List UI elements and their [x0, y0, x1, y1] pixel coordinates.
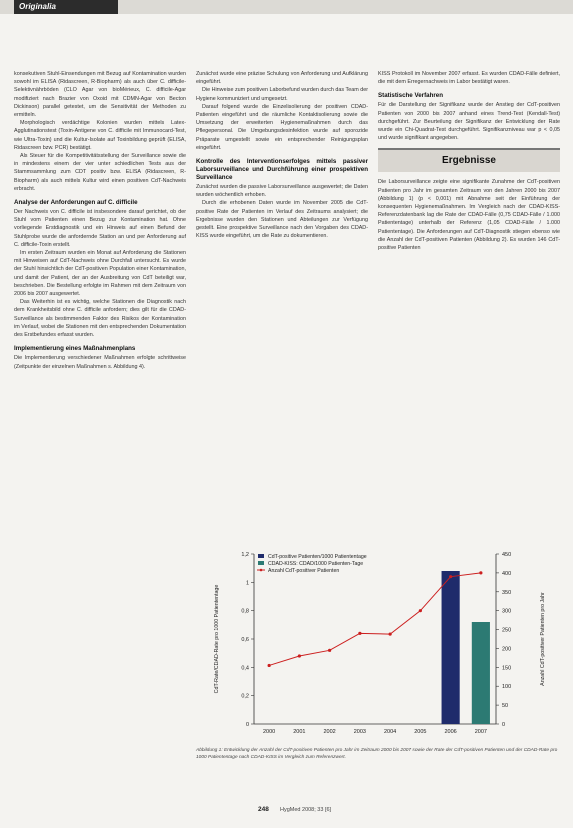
y2-tick-label: 200 [502, 646, 512, 653]
paragraph: Morphologisch verdächtige Kolonien wurden mittels Latex-Agglutinationstest (Toxin-Antigene von C. difficile mit Immunocard-Test, wie Ultra-Toxin) und die Kultur-Isolate auf Toxinbildung geprüft (ELISA, Ridascreen bzw. PCR) bestätigt. [14, 120, 186, 151]
legend-label: CDAD-KISS: CDAD/1000 Patienten-Tage [268, 561, 364, 567]
paragraph: Das Weiterhin ist es wichtig, welche Stationen die Diagnostik nach dem Krankheitsbild ohne C. difficile anfordern; dies gilt für die CDAD-Surveillance als bestimmenden Faktor des Risikos der Kontamination im Verlauf, wobei die Stationen mit den entsprechenden Dokumentation des Erstbefundes erfasst wurden. [14, 299, 186, 339]
y2-tick-label: 100 [502, 684, 512, 691]
paragraph: Durch die erhobenen Daten wurde im November 2005 die CdT-positive Rate der Patienten im Verlauf des Zeitraums analysiert; die Ergebnisse wurden den Stationen und Abteilungen zur Verfügung gestellt. Eine prospektive Surveillance nach den Vorgaben des CDAD-KISS wurde eingeführt, um die Rate zu dokumentieren. [196, 200, 368, 240]
y2-tick-label: 150 [502, 665, 512, 672]
y-tick-label: 1,2 [241, 552, 249, 558]
x-tick-label: 2002 [323, 729, 336, 735]
paragraph: Als Steuer für die Kompetitivitätsstellung der Surveillance sowie die in mindestens einem der vier unter schiedlichen Tests aus der Stammsammlung zum CDT positiv bzw. ELISA (Ridascreen, R-Biopharm) als auch mittels Kultur wird einen positiven CdT-Nachweis erbracht. [14, 153, 186, 192]
paragraph: Zunächst wurde eine präzise Schulung von Anforderung und Aufklärung eingeführt. [196, 71, 368, 86]
section-heading: Statistische Verfahren [378, 92, 443, 100]
y-tick-label: 0 [245, 722, 249, 728]
paragraph: Der Nachweis von C. difficile ist insbesondere darauf gerichtet, ob der Stuhl vom Patienten einen Bezug zur Kontamination hat. Ohne vorliegende Erstdiagnostik und ein Hinweis auf einen Befund der Stuhlprobe wurde die anfordernde Station an und per Anforderung auf C. difficile-Toxin erstellt. [14, 209, 186, 248]
legend-label: CdT-positive Patienten/1000 Patiententage [268, 554, 367, 560]
line-point [389, 632, 392, 635]
paragraph: Zunächst wurden die passive Laborsurveillance ausgewertet; die Daten wurden wöchentlich erhoben. [196, 184, 368, 199]
bar [442, 571, 460, 724]
paragraph: Darauf folgend wurde die Einzelisolierung der positiven CDAD-Patienten eingeführt und die räumliche Kontaktisolierung sowie die Umsetzung der erweiterten Hygienemaßnahmen durch das Pflegepersonal. Die Umgebungsdesinfektion wurde auf sporozide Präparate umgestellt sowie ein entsprechender Reinigungsplan eingeführt. [196, 103, 368, 151]
y2-tick-label: 50 [502, 703, 509, 710]
y-tick-label: 0,2 [241, 693, 249, 700]
x-tick-label: 2007 [474, 729, 487, 735]
x-tick-label: 2006 [444, 729, 457, 735]
paragraph: Im ersten Zeitraum wurden ein Monat auf Anforderung die Stationen mit Hinweisen auf CdT-Nachweis ohne Durchfall untersucht. Es wurde der Stuhl hinsichtlich der CdT-positiven Population einer Kontamination, und damit der Patient, der an der Ausbreitung von CdT beteiligt war, beschrieben. Die Bestellung erfolgte im Rahmen mit dem Zeitraum von 2006 bis 2007 ausgewertet. [14, 250, 186, 298]
legend-swatch [258, 561, 264, 565]
y2-tick-label: 450 [502, 552, 512, 558]
text-column-1 [14, 70, 186, 371]
line-point [358, 632, 361, 635]
line-point [449, 575, 452, 578]
line-point [479, 571, 482, 574]
y2-tick-label: 0 [502, 722, 506, 728]
legend-label: Anzahl CdT-positiver Patienten [268, 568, 340, 574]
paragraph: konsekutiven Stuhl-Einsendungen mit Bezug auf Kontamination wurden sowohl im ELISA (Ridascreen, R-Biopharm) als auch über C. difficile-Selektivnährböden (CLO Agar von bioMérieux, C. difficile-Agar modifiziert nach Brazier von Oxoid mit CDMN-Agar von Becton Dickinson) parallel getestet, um die Sensitivität der Methoden zu ermitteln. [14, 71, 186, 119]
x-tick-label: 2000 [263, 729, 276, 735]
figure-chart [196, 548, 560, 744]
y2-tick-label: 400 [502, 570, 512, 577]
line-point [419, 609, 422, 612]
paragraph: Für die Darstellung der Signifikanz wurde der Anstieg der CdT-positiven Patienten von 2000 bis 2007 anhand eines Trend-Test (Kendall-Test) durchgeführt. Zur Beurteilung der Signifikanz der Entwicklung der Rate wurde ein Chi-Quadrat-Test durchgeführt. Signifikanzniveau war p < 0,05 und wurde signifikant angegeben. [378, 102, 560, 142]
line-point [268, 664, 271, 667]
x-tick-label: 2004 [384, 729, 397, 735]
paragraph: KISS Protokoll im November 2007 erfasst. Es wurden CDAD-Fälle definiert, die mit dem Erregernachweis im Labor bestätigt waren. [378, 71, 560, 86]
y2-axis-title: Anzahl CdT-positiver Patienten pro Jahr [540, 592, 546, 686]
y-axis-title: CdT-Rate/CDAD-Rate pro 1000 Patiententage [214, 584, 220, 694]
line-point [328, 649, 331, 652]
y2-tick-label: 300 [502, 608, 512, 615]
y-tick-label: 0,8 [241, 608, 249, 615]
results-heading-box: Ergebnisse [378, 148, 560, 172]
x-tick-label: 2001 [293, 729, 306, 735]
y2-tick-label: 250 [502, 627, 512, 634]
text-column-2 [196, 70, 368, 240]
journal-reference: HygMed 2008; 33 [6] [280, 807, 332, 813]
text-column-3 [378, 70, 560, 252]
x-tick-label: 2003 [353, 729, 366, 735]
figure-caption: Abbildung 1: Entwicklung der Anzahl der CdT-positiven Patienten pro Jahr im Zeitraum 2000 bis 2007 sowie der Rate der CdT-positiven Patienten und der CDAD-Rate pro 1000 Patiententage nach CDAD-KISS im Vergleich zum Referenzwert. [196, 748, 558, 760]
bar [472, 622, 490, 724]
chart-svg [196, 548, 560, 744]
legend-swatch [258, 554, 264, 558]
section-heading: Implementierung eines Maßnahmenplans [14, 345, 136, 353]
paragraph: Die Laborsurveillance zeigte eine signifikante Zunahme der CdT-positiven Patienten pro Jahr im gesamten Zeitraum von den Jahren 2000 bis 2007 (Abbildung 1) (p < 0,001) mit Abnahme seit der Einführung der konsequenten Hygienemaßnahmen. Im Vergleich nach der CDAD-KISS-Referenzdatenbank lag die Rate der CDAD-Fälle (0,75 CDAD-Fälle / 1.000 Patiententage) unterhalb der Referenz (1,05 CDAD-Fälle / 1.000 Patiententage). Die Anforderungen auf CdT-Diagnostik stiegen ebenso wie die Anzahl der CdT-positiven Patienten (Abbildung 2). Es wurden 146 CdT-positive Patienten [378, 179, 560, 252]
section-label: Originalia [14, 0, 118, 14]
y-tick-label: 0,4 [241, 665, 249, 672]
paragraph: Die Hinweise zum positiven Laborbefund wurden durch das Team der Hygiene kommuniziert und umgesetzt. [196, 87, 368, 102]
page-number: 248 [258, 806, 269, 813]
section-heading: Kontrolle des Interventionserfolges mittels passiver Laborsurveillance und Durchführung einer prospektiven Surveillance [196, 158, 368, 182]
paragraph: Die Implementierung verschiedener Maßnahmen erfolgte schrittweise (Zeitpunkte der einzelnen Maßnahmen s. Abbildung 4). [14, 355, 186, 370]
y-tick-label: 0,6 [241, 637, 249, 643]
x-tick-label: 2005 [414, 729, 427, 735]
line-point [298, 654, 301, 657]
legend-swatch [260, 569, 263, 572]
y-tick-label: 1 [245, 580, 249, 587]
y2-tick-label: 350 [502, 589, 512, 596]
section-heading: Analyse der Anforderungen auf C. difficile [14, 199, 138, 207]
